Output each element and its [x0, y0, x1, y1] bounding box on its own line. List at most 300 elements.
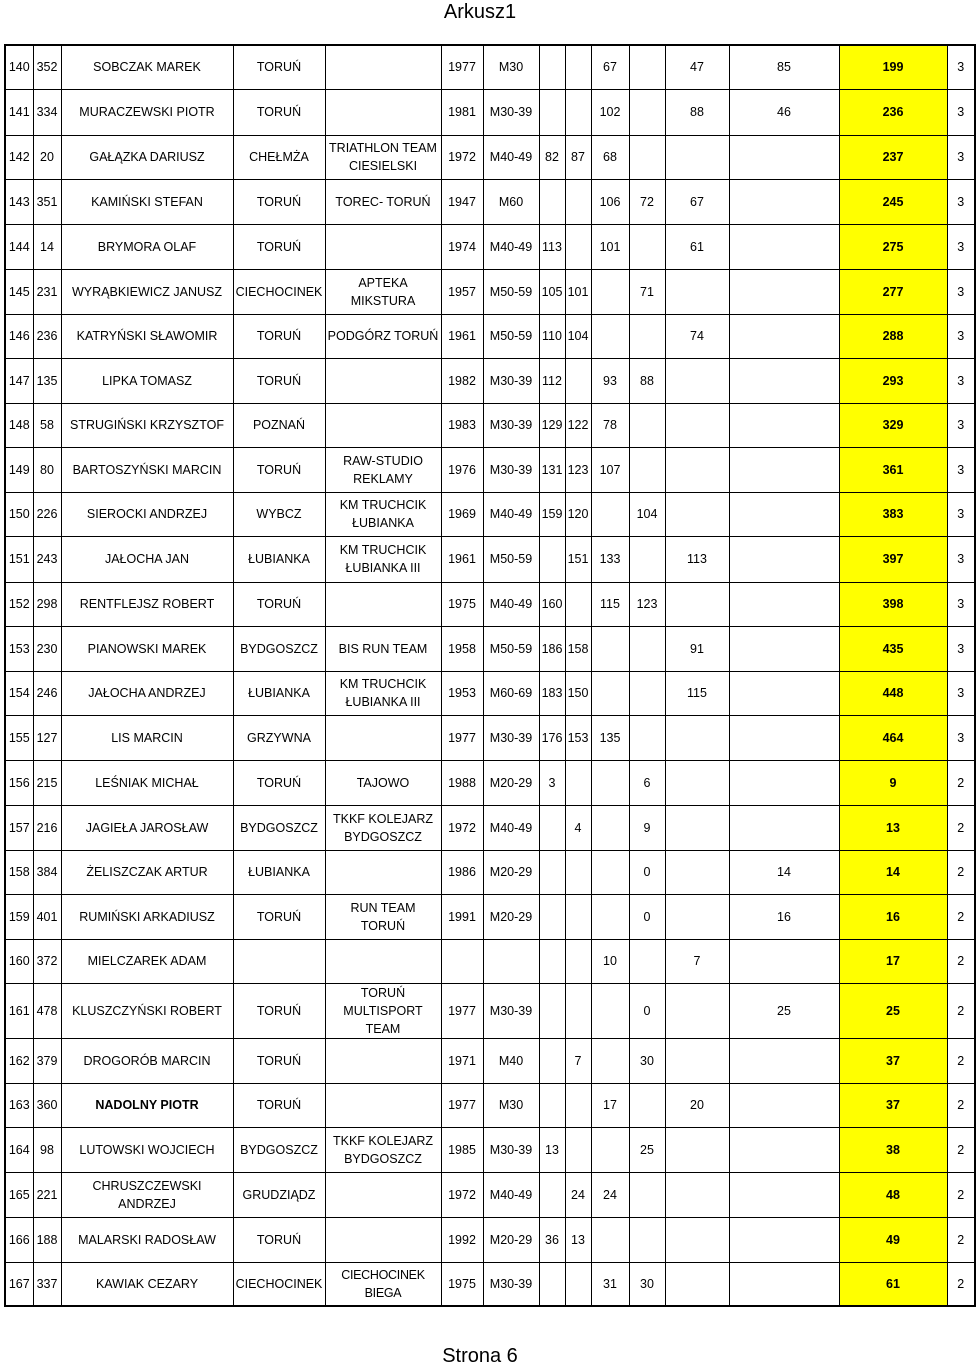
club-cell: TKKF KOLEJARZ BYDGOSZCZ: [325, 805, 441, 850]
race1-points-cell: 110: [539, 314, 565, 358]
city-cell: TORUŃ: [233, 314, 325, 358]
race3-points-cell: 115: [591, 582, 629, 626]
race4-points-cell: 104: [629, 492, 665, 536]
runner-name-cell: SIEROCKI ANDRZEJ: [61, 492, 233, 536]
city-cell: TORUŃ: [233, 760, 325, 805]
birth-year-cell: 1992: [441, 1217, 483, 1262]
total-points-cell: 361: [839, 447, 947, 492]
race2-points-cell: [565, 1262, 591, 1306]
position-cell: 148: [5, 403, 33, 447]
race1-points-cell: 3: [539, 760, 565, 805]
city-cell: BYDGOSZCZ: [233, 626, 325, 671]
race1-points-cell: 159: [539, 492, 565, 536]
table-row: [5, 983, 975, 1038]
race1-points-cell: [539, 805, 565, 850]
race1-points-cell: 129: [539, 403, 565, 447]
city-cell: CHEŁMŻA: [233, 135, 325, 179]
race3-points-cell: [591, 760, 629, 805]
race2-points-cell: [565, 939, 591, 983]
category-cell: M50-59: [483, 269, 539, 314]
bib-number-cell: 337: [33, 1262, 61, 1306]
city-cell: GRZYWNA: [233, 715, 325, 760]
bib-number-cell: 231: [33, 269, 61, 314]
total-points-cell: 61: [839, 1262, 947, 1306]
bib-number-cell: 360: [33, 1083, 61, 1127]
table-row: [5, 89, 975, 135]
city-cell: GRUDZIĄDZ: [233, 1172, 325, 1217]
city-cell: TORUŃ: [233, 45, 325, 89]
races-count-cell: 3: [947, 492, 975, 536]
city-cell: [233, 939, 325, 983]
table-row: [5, 492, 975, 536]
races-count-cell: 2: [947, 1262, 975, 1306]
race3-points-cell: [591, 983, 629, 1038]
birth-year-cell: 1975: [441, 582, 483, 626]
race3-points-cell: [591, 1038, 629, 1083]
position-cell: 155: [5, 715, 33, 760]
race5-points-cell: [665, 1217, 729, 1262]
race6-points-cell: [729, 447, 839, 492]
birth-year-cell: 1957: [441, 269, 483, 314]
bib-number-cell: 20: [33, 135, 61, 179]
bib-number-cell: 246: [33, 671, 61, 715]
race2-points-cell: [565, 850, 591, 894]
birth-year-cell: 1986: [441, 850, 483, 894]
race4-points-cell: 88: [629, 358, 665, 403]
race4-points-cell: 123: [629, 582, 665, 626]
club-cell: [325, 1217, 441, 1262]
club-cell: TKKF KOLEJARZ BYDGOSZCZ: [325, 1127, 441, 1172]
page-footer: Strona 6: [442, 1345, 518, 1367]
position-cell: 144: [5, 224, 33, 269]
race3-points-cell: [591, 805, 629, 850]
club-cell: KM TRUCHCIK ŁUBIANKA: [325, 492, 441, 536]
category-cell: M50-59: [483, 314, 539, 358]
race4-points-cell: [629, 626, 665, 671]
city-cell: TORUŃ: [233, 1038, 325, 1083]
race1-points-cell: 105: [539, 269, 565, 314]
races-count-cell: 3: [947, 447, 975, 492]
race2-points-cell: [565, 894, 591, 939]
race5-points-cell: [665, 582, 729, 626]
race5-points-cell: 91: [665, 626, 729, 671]
runner-name-cell: JAŁOCHA ANDRZEJ: [61, 671, 233, 715]
birth-year-cell: 1972: [441, 135, 483, 179]
club-cell: TOREC- TORUŃ: [325, 179, 441, 224]
club-cell: [325, 358, 441, 403]
race1-points-cell: [539, 983, 565, 1038]
race3-points-cell: 135: [591, 715, 629, 760]
birth-year-cell: 1969: [441, 492, 483, 536]
race6-points-cell: 25: [729, 983, 839, 1038]
category-cell: M30-39: [483, 89, 539, 135]
position-cell: 153: [5, 626, 33, 671]
runner-name-cell: KATRYŃSKI SŁAWOMIR: [61, 314, 233, 358]
races-count-cell: 3: [947, 314, 975, 358]
table-row: [5, 224, 975, 269]
race1-points-cell: [539, 1172, 565, 1217]
club-cell: KM TRUCHCIK ŁUBIANKA III: [325, 536, 441, 582]
race2-points-cell: [565, 358, 591, 403]
bib-number-cell: 334: [33, 89, 61, 135]
table-row: [5, 671, 975, 715]
position-cell: 142: [5, 135, 33, 179]
runner-name-cell: STRUGIŃSKI KRZYSZTOF: [61, 403, 233, 447]
race6-points-cell: 16: [729, 894, 839, 939]
race6-points-cell: [729, 269, 839, 314]
race1-points-cell: [539, 1038, 565, 1083]
city-cell: TORUŃ: [233, 1217, 325, 1262]
total-points-cell: 9: [839, 760, 947, 805]
races-count-cell: 2: [947, 1217, 975, 1262]
birth-year-cell: 1977: [441, 983, 483, 1038]
club-cell: RAW-STUDIO REKLAMY: [325, 447, 441, 492]
runner-name-cell: CHRUSZCZEWSKI ANDRZEJ: [61, 1172, 233, 1217]
race1-points-cell: [539, 894, 565, 939]
race6-points-cell: [729, 135, 839, 179]
birth-year-cell: 1976: [441, 447, 483, 492]
club-cell: [325, 1172, 441, 1217]
birth-year-cell: 1972: [441, 1172, 483, 1217]
position-cell: 147: [5, 358, 33, 403]
race6-points-cell: [729, 1038, 839, 1083]
total-points-cell: 14: [839, 850, 947, 894]
table-row: [5, 1127, 975, 1172]
table-row: [5, 1038, 975, 1083]
runner-name-cell: PIANOWSKI MAREK: [61, 626, 233, 671]
birth-year-cell: 1977: [441, 45, 483, 89]
club-cell: [325, 1038, 441, 1083]
table-row: [5, 536, 975, 582]
race6-points-cell: [729, 536, 839, 582]
race6-points-cell: 46: [729, 89, 839, 135]
bib-number-cell: 221: [33, 1172, 61, 1217]
race4-points-cell: [629, 89, 665, 135]
race2-points-cell: 150: [565, 671, 591, 715]
total-points-cell: 277: [839, 269, 947, 314]
race4-points-cell: 25: [629, 1127, 665, 1172]
birth-year-cell: 1977: [441, 1083, 483, 1127]
position-cell: 146: [5, 314, 33, 358]
races-count-cell: 3: [947, 536, 975, 582]
race1-points-cell: 113: [539, 224, 565, 269]
city-cell: TORUŃ: [233, 89, 325, 135]
race5-points-cell: [665, 850, 729, 894]
runner-name-cell: KAMIŃSKI STEFAN: [61, 179, 233, 224]
city-cell: TORUŃ: [233, 894, 325, 939]
club-cell: TAJOWO: [325, 760, 441, 805]
race6-points-cell: [729, 1127, 839, 1172]
runner-name-cell: BRYMORA OLAF: [61, 224, 233, 269]
category-cell: M20-29: [483, 850, 539, 894]
total-points-cell: 398: [839, 582, 947, 626]
races-count-cell: 2: [947, 894, 975, 939]
bib-number-cell: 351: [33, 179, 61, 224]
position-cell: 159: [5, 894, 33, 939]
race5-points-cell: 67: [665, 179, 729, 224]
races-count-cell: 2: [947, 1172, 975, 1217]
race4-points-cell: [629, 715, 665, 760]
club-cell: CIECHOCINEK BIEGA: [325, 1262, 441, 1306]
races-count-cell: 3: [947, 403, 975, 447]
race3-points-cell: [591, 492, 629, 536]
runner-name-cell: LUTOWSKI WOJCIECH: [61, 1127, 233, 1172]
bib-number-cell: 243: [33, 536, 61, 582]
race2-points-cell: [565, 760, 591, 805]
bib-number-cell: 216: [33, 805, 61, 850]
runner-name-cell: MALARSKI RADOSŁAW: [61, 1217, 233, 1262]
position-cell: 149: [5, 447, 33, 492]
races-count-cell: 3: [947, 358, 975, 403]
race3-points-cell: [591, 626, 629, 671]
runner-name-cell: MIELCZAREK ADAM: [61, 939, 233, 983]
race5-points-cell: [665, 715, 729, 760]
race4-points-cell: 72: [629, 179, 665, 224]
race1-points-cell: [539, 850, 565, 894]
runner-name-cell: KAWIAK CEZARY: [61, 1262, 233, 1306]
race3-points-cell: 133: [591, 536, 629, 582]
race6-points-cell: 14: [729, 850, 839, 894]
runner-name-cell: DROGORÓB MARCIN: [61, 1038, 233, 1083]
race6-points-cell: [729, 403, 839, 447]
race4-points-cell: 6: [629, 760, 665, 805]
city-cell: TORUŃ: [233, 179, 325, 224]
race6-points-cell: [729, 314, 839, 358]
city-cell: TORUŃ: [233, 582, 325, 626]
race1-points-cell: [539, 1262, 565, 1306]
race4-points-cell: [629, 314, 665, 358]
bib-number-cell: 80: [33, 447, 61, 492]
race2-points-cell: 4: [565, 805, 591, 850]
runner-name-cell: LIPKA TOMASZ: [61, 358, 233, 403]
race4-points-cell: [629, 536, 665, 582]
position-cell: 163: [5, 1083, 33, 1127]
category-cell: M40-49: [483, 492, 539, 536]
race2-points-cell: 101: [565, 269, 591, 314]
position-cell: 140: [5, 45, 33, 89]
race3-points-cell: 24: [591, 1172, 629, 1217]
table-row: [5, 314, 975, 358]
total-points-cell: 383: [839, 492, 947, 536]
race4-points-cell: 0: [629, 983, 665, 1038]
birth-year-cell: [441, 939, 483, 983]
race2-points-cell: [565, 1127, 591, 1172]
category-cell: M20-29: [483, 760, 539, 805]
race2-points-cell: 123: [565, 447, 591, 492]
runner-name-cell: JAŁOCHA JAN: [61, 536, 233, 582]
bib-number-cell: 478: [33, 983, 61, 1038]
race3-points-cell: 78: [591, 403, 629, 447]
table-row: [5, 135, 975, 179]
race1-points-cell: 131: [539, 447, 565, 492]
bib-number-cell: 135: [33, 358, 61, 403]
total-points-cell: 38: [839, 1127, 947, 1172]
position-cell: 165: [5, 1172, 33, 1217]
race1-points-cell: 82: [539, 135, 565, 179]
runner-name-cell: LEŚNIAK MICHAŁ: [61, 760, 233, 805]
race2-points-cell: 158: [565, 626, 591, 671]
table-row: [5, 1172, 975, 1217]
race3-points-cell: 17: [591, 1083, 629, 1127]
category-cell: M60-69: [483, 671, 539, 715]
race4-points-cell: [629, 447, 665, 492]
category-cell: M30-39: [483, 1127, 539, 1172]
birth-year-cell: 1983: [441, 403, 483, 447]
races-count-cell: 3: [947, 45, 975, 89]
total-points-cell: 464: [839, 715, 947, 760]
race3-points-cell: 106: [591, 179, 629, 224]
race6-points-cell: [729, 805, 839, 850]
bib-number-cell: 215: [33, 760, 61, 805]
race3-points-cell: 10: [591, 939, 629, 983]
category-cell: M30-39: [483, 403, 539, 447]
races-count-cell: 2: [947, 1038, 975, 1083]
total-points-cell: 16: [839, 894, 947, 939]
race4-points-cell: 30: [629, 1038, 665, 1083]
city-cell: ŁUBIANKA: [233, 850, 325, 894]
race4-points-cell: 30: [629, 1262, 665, 1306]
birth-year-cell: 1977: [441, 715, 483, 760]
race1-points-cell: [539, 179, 565, 224]
race1-points-cell: [539, 45, 565, 89]
race5-points-cell: 7: [665, 939, 729, 983]
race5-points-cell: 47: [665, 45, 729, 89]
race6-points-cell: [729, 1083, 839, 1127]
race4-points-cell: 0: [629, 850, 665, 894]
club-cell: [325, 403, 441, 447]
runner-name-cell: BARTOSZYŃSKI MARCIN: [61, 447, 233, 492]
club-cell: [325, 850, 441, 894]
position-cell: 145: [5, 269, 33, 314]
position-cell: 164: [5, 1127, 33, 1172]
bib-number-cell: 384: [33, 850, 61, 894]
position-cell: 151: [5, 536, 33, 582]
total-points-cell: 293: [839, 358, 947, 403]
results-table-body: [5, 45, 975, 1306]
race3-points-cell: [591, 671, 629, 715]
table-row: [5, 447, 975, 492]
race4-points-cell: [629, 1217, 665, 1262]
races-count-cell: 2: [947, 760, 975, 805]
position-cell: 167: [5, 1262, 33, 1306]
city-cell: TORUŃ: [233, 224, 325, 269]
city-cell: BYDGOSZCZ: [233, 1127, 325, 1172]
club-cell: [325, 939, 441, 983]
race6-points-cell: [729, 358, 839, 403]
race5-points-cell: [665, 403, 729, 447]
city-cell: ŁUBIANKA: [233, 536, 325, 582]
race6-points-cell: [729, 1217, 839, 1262]
race5-points-cell: [665, 760, 729, 805]
race4-points-cell: [629, 135, 665, 179]
table-row: [5, 45, 975, 89]
category-cell: M40-49: [483, 1172, 539, 1217]
total-points-cell: 237: [839, 135, 947, 179]
race6-points-cell: [729, 492, 839, 536]
bib-number-cell: 230: [33, 626, 61, 671]
table-row: [5, 1217, 975, 1262]
bib-number-cell: 236: [33, 314, 61, 358]
city-cell: WYBCZ: [233, 492, 325, 536]
race1-points-cell: 176: [539, 715, 565, 760]
total-points-cell: 245: [839, 179, 947, 224]
race5-points-cell: 115: [665, 671, 729, 715]
runner-name-cell: NADOLNY PIOTR: [61, 1083, 233, 1127]
race3-points-cell: 68: [591, 135, 629, 179]
race3-points-cell: 31: [591, 1262, 629, 1306]
races-count-cell: 2: [947, 850, 975, 894]
city-cell: BYDGOSZCZ: [233, 805, 325, 850]
race5-points-cell: [665, 1038, 729, 1083]
runner-name-cell: RENTFLEJSZ ROBERT: [61, 582, 233, 626]
races-count-cell: 3: [947, 89, 975, 135]
results-table: [4, 44, 976, 1307]
club-cell: [325, 1083, 441, 1127]
table-row: [5, 179, 975, 224]
races-count-cell: 2: [947, 983, 975, 1038]
category-cell: M20-29: [483, 894, 539, 939]
race6-points-cell: 85: [729, 45, 839, 89]
race4-points-cell: 0: [629, 894, 665, 939]
races-count-cell: 3: [947, 582, 975, 626]
category-cell: M50-59: [483, 536, 539, 582]
total-points-cell: 37: [839, 1038, 947, 1083]
race3-points-cell: 107: [591, 447, 629, 492]
club-cell: [325, 582, 441, 626]
category-cell: M30-39: [483, 1262, 539, 1306]
races-count-cell: 2: [947, 939, 975, 983]
race1-points-cell: [539, 536, 565, 582]
category-cell: M30-39: [483, 358, 539, 403]
races-count-cell: 3: [947, 269, 975, 314]
race1-points-cell: [539, 1083, 565, 1127]
total-points-cell: 275: [839, 224, 947, 269]
race4-points-cell: 9: [629, 805, 665, 850]
position-cell: 160: [5, 939, 33, 983]
club-cell: [325, 224, 441, 269]
bib-number-cell: 188: [33, 1217, 61, 1262]
race3-points-cell: 102: [591, 89, 629, 135]
club-cell: [325, 89, 441, 135]
race6-points-cell: [729, 1172, 839, 1217]
position-cell: 152: [5, 582, 33, 626]
category-cell: M30: [483, 1083, 539, 1127]
race6-points-cell: [729, 939, 839, 983]
total-points-cell: 397: [839, 536, 947, 582]
table-row: [5, 760, 975, 805]
race2-points-cell: 120: [565, 492, 591, 536]
birth-year-cell: 1961: [441, 314, 483, 358]
city-cell: TORUŃ: [233, 358, 325, 403]
race3-points-cell: 101: [591, 224, 629, 269]
birth-year-cell: 1974: [441, 224, 483, 269]
race5-points-cell: 61: [665, 224, 729, 269]
total-points-cell: 25: [839, 983, 947, 1038]
city-cell: TORUŃ: [233, 1083, 325, 1127]
city-cell: POZNAŃ: [233, 403, 325, 447]
club-cell: PODGÓRZ TORUŃ: [325, 314, 441, 358]
bib-number-cell: 372: [33, 939, 61, 983]
races-count-cell: 3: [947, 135, 975, 179]
runner-name-cell: GAŁĄZKA DARIUSZ: [61, 135, 233, 179]
total-points-cell: 435: [839, 626, 947, 671]
race2-points-cell: 151: [565, 536, 591, 582]
city-cell: TORUŃ: [233, 983, 325, 1038]
race5-points-cell: 74: [665, 314, 729, 358]
race1-points-cell: 13: [539, 1127, 565, 1172]
birth-year-cell: 1991: [441, 894, 483, 939]
category-cell: M30-39: [483, 715, 539, 760]
